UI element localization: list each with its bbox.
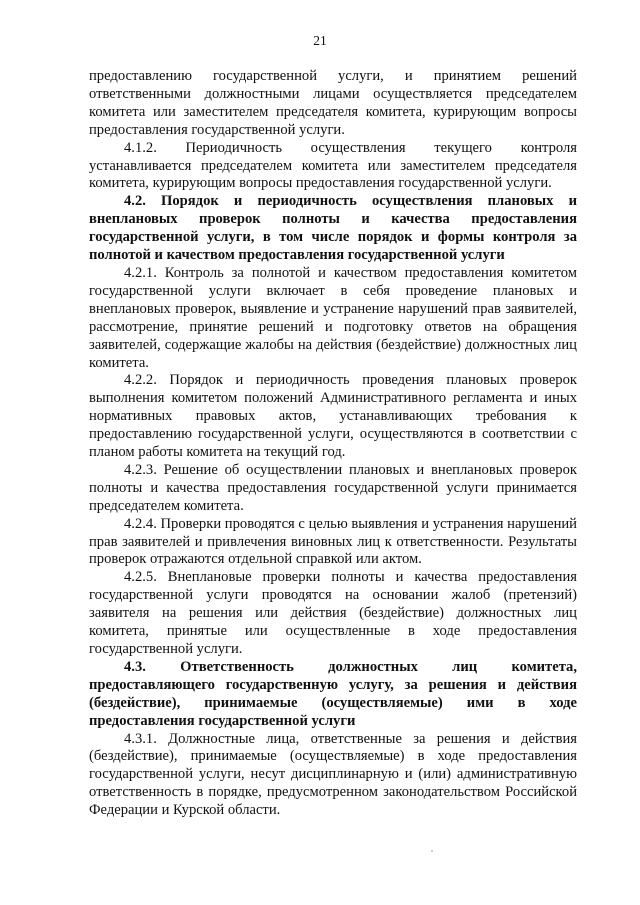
page-number: 21 <box>313 33 327 48</box>
scan-speck <box>431 850 433 852</box>
paragraph-4-2-1: 4.2.1. Контроль за полнотой и качеством предоставления комитетом государственной услуги включает в себя проведение плановых и внеплановых проверок, выявление и устранение нарушений прав заявителей, рассмотрение, принятие решений и подготовку ответов на обращения заявителей, содержащие жалобы на действия (бездействие) должностных лиц комитета. <box>89 264 577 371</box>
paragraph-4-2-5: 4.2.5. Внеплановые проверки полноты и качества предоставления государственной услуги проводятся на основании жалоб (претензий) заявителя на решения или действия (бездействие) должностных лиц комитета, принятые или осуществленные в ходе предоставления государственной услуги. <box>89 569 577 657</box>
section-heading-4-3: 4.3. Ответственность должностных лиц комитета, предоставляющего государственную услугу, за решения и действия (бездействие), принимаемые (осуществляемые) ими в ходе предоставления государственной услуги <box>89 658 577 729</box>
document-body <box>89 68 577 820</box>
paragraph-4-1-2: 4.1.2. Периодичность осуществления текущего контроля устанавливается председателем комитета или заместителем председателя комитета, курирующим вопросы предоставления государственной услуги. <box>89 139 577 192</box>
paragraph-4-2-2: 4.2.2. Порядок и периодичность проведения плановых проверок выполнения комитетом положений Административного регламента и иных нормативных правовых актов, устанавливающих требования к предоставлению государственной услуги, осуществляются в соответствии с планом работы комитета на текущий год. <box>89 372 577 461</box>
paragraph-continuation: предоставлению государственной услуги, и принятием решений ответственными должностными лицами осуществляется председателем комитета или заместителем председателя комитета, курирующим вопросы предоставления государственной услуги. <box>89 68 577 138</box>
paragraph-4-3-1: 4.3.1. Должностные лица, ответственные за решения и действия (бездействие), принимаемые (осуществляемые) в ходе предоставления государственной услуги, несут дисциплинарную и (или) административную ответственность в порядке, предусмотренном законодательством Российской Федерации и Курской области. <box>89 730 577 819</box>
paragraph-4-2-4: 4.2.4. Проверки проводятся с целью выявления и устранения нарушений прав заявителей и привлечения виновных лиц к ответственности. Результаты проверок отражаются отдельной справкой или актом. <box>89 515 577 568</box>
section-heading-4-2: 4.2. Порядок и периодичность осуществления плановых и внеплановых проверок полноты и качества предоставления государственной услуги, в том числе порядок и формы контроля за полнотой и качеством предоставления государственной услуги <box>89 193 577 264</box>
paragraph-4-2-3: 4.2.3. Решение об осуществлении плановых и внеплановых проверок полноты и качества предоставления государственной услуги принимается председателем комитета. <box>89 461 577 514</box>
